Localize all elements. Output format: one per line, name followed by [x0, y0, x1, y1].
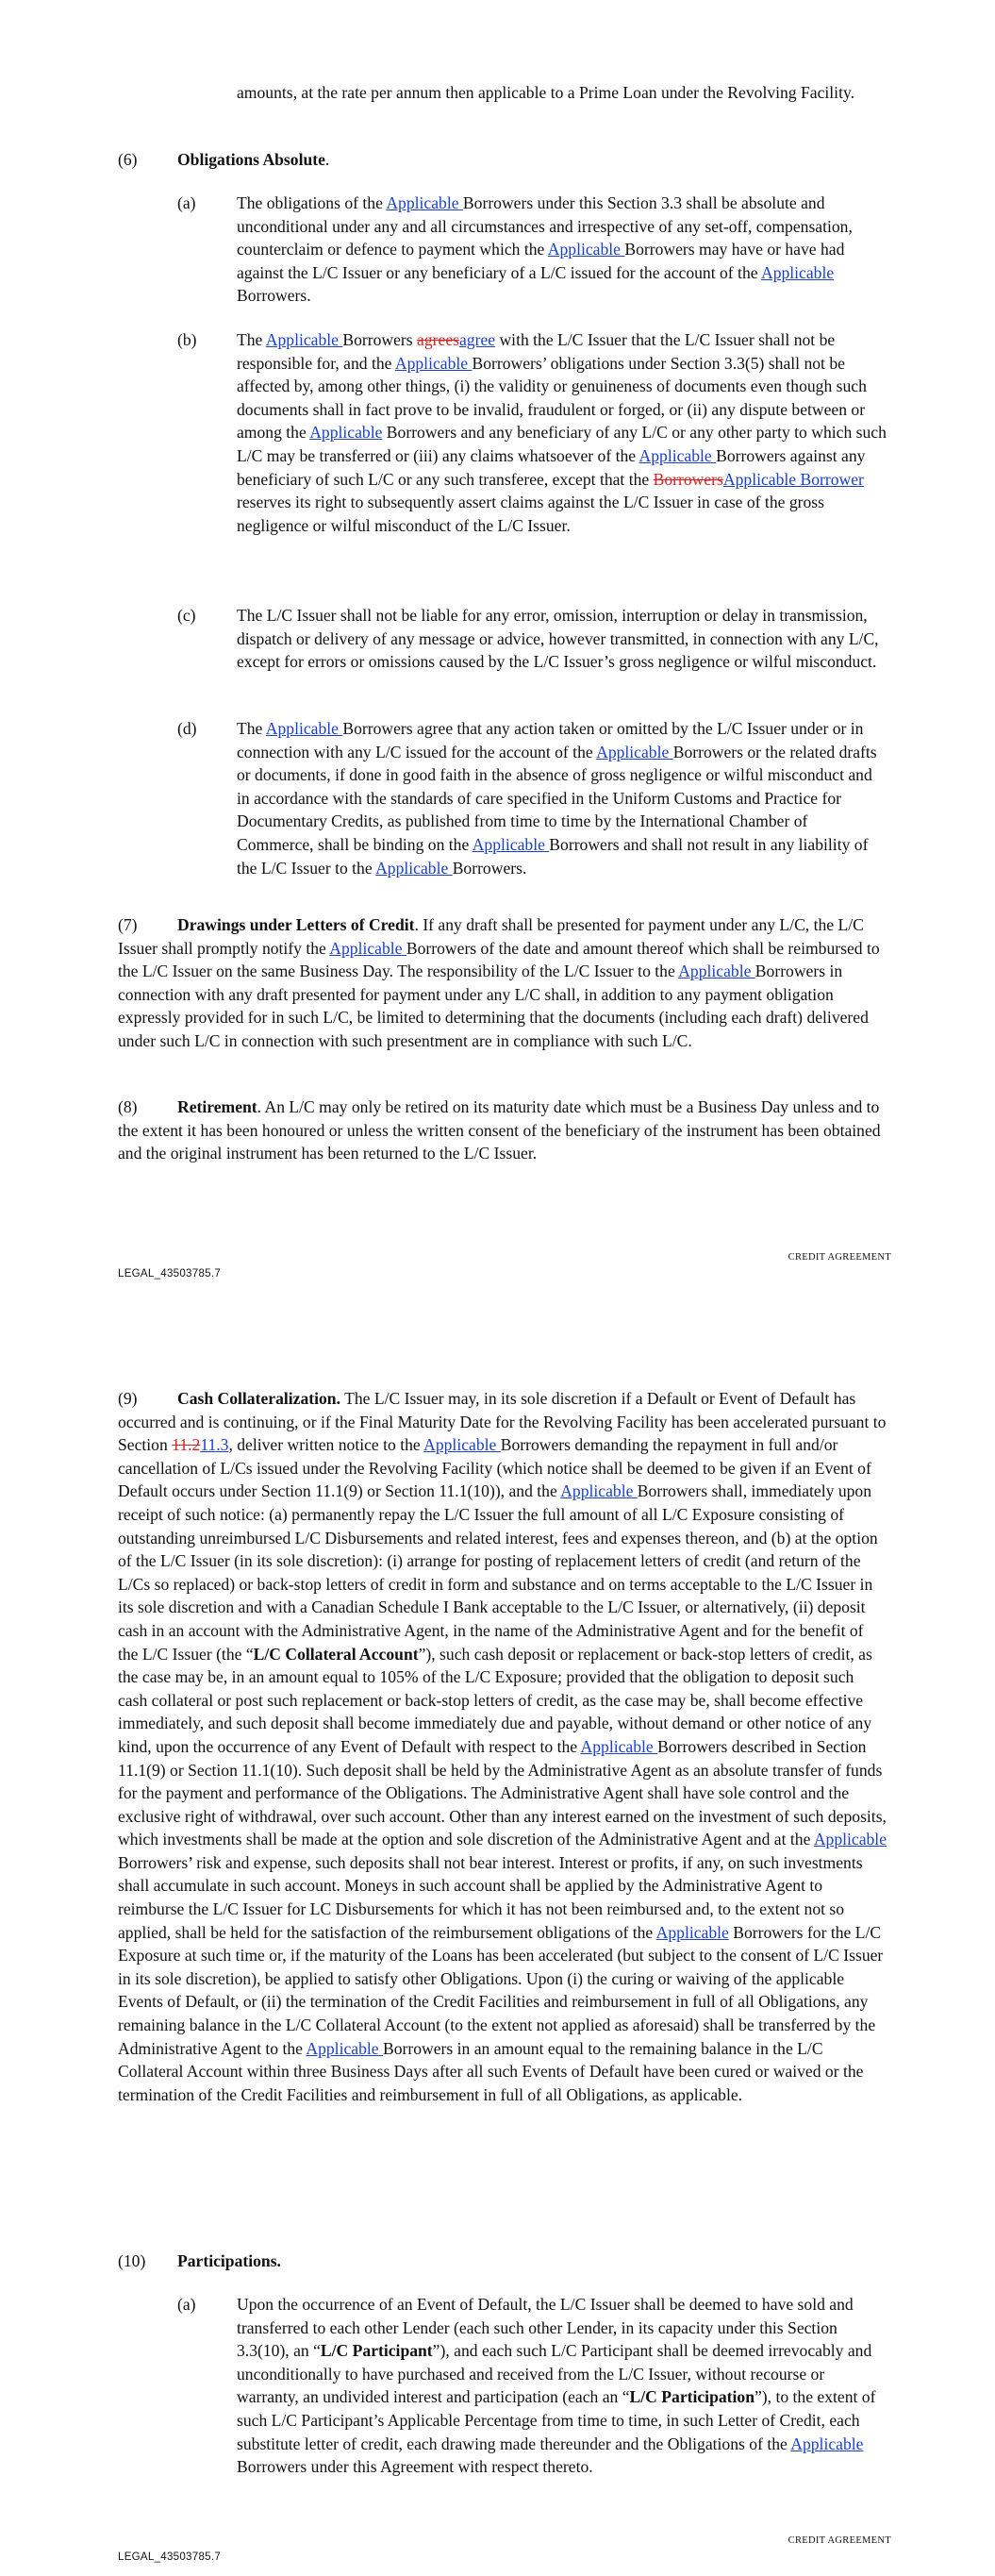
- footer-document-id: LEGAL_43503785.7: [118, 2551, 222, 2563]
- section-8-paragraph: (8) Retirement. An L/C may only be retired on its maturity date which must be a Business Day unless and to the extent it has been honoured or unless the written consent of the beneficiary of the instrument has been obtained and the original instrument has been returned to the L/C Issuer.: [118, 1097, 881, 1163]
- deletion-mark: agrees: [417, 330, 459, 349]
- insertion-mark: agree: [458, 330, 496, 349]
- insertion-mark: Applicable: [813, 1830, 887, 1849]
- section-6b-number: (b): [177, 330, 197, 349]
- insertion-mark: Applicable: [596, 742, 673, 761]
- deletion-mark: Borrowers: [653, 469, 723, 489]
- insertion-mark: Applicable: [655, 1922, 729, 1942]
- footer-document-id: LEGAL_43503785.7: [118, 1268, 222, 1280]
- section-10a-paragraph: Upon the occurrence of an Event of Default, the L/C Issuer shall be deemed to have sold and transferred to each other Lender (each such other Lender, in its capacity under this Section 3.3(10), an “L/C Participant”), and each such L/C Participant shall be deemed irrevocably and unconditionally to have purchased and received from the L/C Issuer, without recourse or warranty, an undivided interest and participation (each an “L/C Participation”), to the extent of such L/C Participant’s Applicable Percentage from time to time, in such Letter of Credit, each substitute letter of credit, each drawing made thereunder and the Obligations of the Applicable Borrowers under this Agreement with respect thereto.: [237, 2295, 876, 2477]
- section-10a-number: (a): [177, 2295, 196, 2314]
- section-6b-paragraph: The Applicable Borrowers agreesagree with the L/C Issuer that the L/C Issuer shall not be responsible for, and the Applicable Borrowers’ obligations under Section 3.3(5) shall not be affected by, among other things, (i) the validity or genuineness of documents even though such documents shall in fact prove to be invalid, fraudulent or forged, or (ii) any dispute between or among the Applicable Borrowers and any beneficiary of any L/C or any other party to which such L/C may be transferred or (iii) any claims whatsoever of the Applicable Borrowers against any beneficiary of such L/C or any such transferee, except that the BorrowersApplicable Borrower reserves its right to subsequently assert claims against the L/C Issuer in case of the gross negligence or wilful misconduct of the L/C Issuer.: [237, 330, 887, 535]
- section-9-paragraph: (9) Cash Collateralization. The L/C Issuer may, in its sole discretion if a Default or Event of Default has occurred and is continuing, or if the Final Maturity Date for the Revolving Facility has been accelerated pursuant to Section 11.211.3, deliver written notice to the Applicable Borrowers demanding the repayment in full and/or cancellation of L/Cs issued under the Revolving Facility (which notice shall be deemed to be given if an Event of Default occurs under Section 11.1(9) or Section 11.1(10)), and the Applicable Borrowers shall, immediately upon receipt of such notice: (a) permanently repay the L/C Issuer the full amount of all L/C Exposure consisting of outstanding unreimbursed L/C Disbursements and related interest, fees and expenses thereon, and (b) at the option of the L/C Issuer (in its sole discretion): (i) arrange for posting of replacement letters of credit (and return of the L/Cs so replaced) or back-stop letters of credit in form and substance and on terms acceptable to the L/C Issuer in its sole discretion and with a Canadian Schedule I Bank acceptable to the L/C Issuer, or alternatively, (ii) deposit cash in an account with the Administrative Agent, in the name of the Administrative Agent and for the benefit of the L/C Issuer (the “L/C Collateral Account”), such cash deposit or replacement or back-stop letters of credit, as the case may be, in an amount equal to 105% of the L/C Exposure; provided that the obligation to deposit such cash collateral or post such replacement or back-stop letters of credit, as the case may be, shall become effective immediately, and such deposit shall become immediately due and payable, without demand or other notice of any kind, upon the occurrence of any Event of Default with respect to the Applicable Borrowers described in Section 11.1(9) or Section 11.1(10). Such deposit shall be held by the Administrative Agent as an absolute transfer of funds for the payment and performance of the Obligations. The Administrative Agent shall have sole control and the exclusive right of withdrawal, over such account. Other than any interest earned on the investment of such deposits, which investments shall be made at the option and sole discretion of the Administrative Agent and at the Applicable Borrowers’ risk and expense, such deposits shall not bear interest. Interest or profits, if any, on such investments shall accumulate in such account. Moneys in such account shall be applied by the Administrative Agent to reimburse the L/C Issuer for LC Disbursements for which it has not been reimbursed and, to the extent not so applied, shall be held for the satisfaction of the reimbursement obligations of the Applicable Borrowers for the L/C Exposure at such time or, if the maturity of the Loans has been accelerated (but subject to the consent of L/C Issuer in its sole discretion), be applied to satisfy other Obligations. Upon (i) the curing or waiving of the applicable Events of Default, or (ii) the termination of the Credit Facilities and reimbursement in full of all Obligations, any remaining balance in the L/C Collateral Account (to the extent not applied as aforesaid) shall be transferred by the Administrative Agent to the Applicable Borrowers in an amount equal to the remaining balance in the L/C Collateral Account within three Business Days after all such Events of Default have been cured or waived or the termination of the Credit Facilities and reimbursement in full of all Obligations, as applicable.: [118, 1389, 887, 2104]
- insertion-mark: Applicable: [375, 858, 453, 878]
- section-6c-number: (c): [177, 606, 196, 625]
- section-7-number: (7): [118, 915, 138, 934]
- insertion-mark: Applicable: [790, 2434, 864, 2453]
- insertion-mark: Applicable: [306, 2038, 383, 2058]
- section-7-paragraph: (7) Drawings under Letters of Credit. If any draft shall be presented for payment under any L/C, the L/C Issuer shall promptly notify the Applicable Borrowers of the date and amount thereof which shall be reimbursed to the L/C Issuer on the same Business Day. The responsibility of the L/C Issuer to the Applicable Borrowers in connection with any draft presented for payment under any L/C shall, in addition to any payment obligation expressly provided for in such L/C, be limited to determining that the documents (including each draft) delivered under such L/C in connection with such presentment are in compliance with such L/C.: [118, 915, 880, 1050]
- insertion-mark: Applicable: [560, 1481, 638, 1501]
- insertion-mark: Applicable: [638, 445, 717, 465]
- insertion-mark: Applicable Borrower: [722, 469, 864, 489]
- insertion-mark: Applicable: [678, 962, 755, 981]
- section-6c-paragraph: The L/C Issuer shall not be liable for any error, omission, interruption or delay in transmission, dispatch or delivery of any message or advice, however transmitted, in connection with any L/C, except for errors or omissions caused by the L/C Issuer’s gross negligence or wilful misconduct.: [237, 606, 879, 672]
- section-6a-number: (a): [177, 193, 196, 212]
- footer-document-title: CREDIT AGREEMENT: [788, 1252, 891, 1263]
- section-9-number: (9): [118, 1389, 138, 1408]
- section-8-heading: Retirement: [177, 1097, 257, 1116]
- section-6-heading: Obligations Absolute.: [177, 150, 330, 169]
- deletion-mark: 11.2: [172, 1435, 201, 1455]
- section-6d-paragraph: The Applicable Borrowers agree that any action taken or omitted by the L/C Issuer under or in connection with any L/C issued for the account of the Applicable Borrowers or the related drafts or documents, if done in good faith in the absence of gross negligence or wilful misconduct and in accordance with the standards of care specified in the Uniform Customs and Practice for Documentary Credits, as published from time to time by the International Chamber of Commerce, shall be binding on the Applicable Borrowers and shall not result in any liability of the L/C Issuer to the Applicable Borrowers.: [237, 719, 877, 878]
- insertion-mark: Applicable: [265, 330, 343, 349]
- insertion-mark: Applicable: [760, 262, 835, 282]
- insertion-mark: Applicable: [265, 719, 343, 738]
- intro-paragraph: amounts, at the rate per annum then applicable to a Prime Loan under the Revolving Facility.: [237, 83, 855, 102]
- section-7-heading: Drawings under Letters of Credit: [177, 915, 415, 934]
- section-9-heading: Cash Collateralization.: [177, 1389, 340, 1408]
- insertion-mark: Applicable: [547, 240, 625, 259]
- insertion-mark: 11.3: [200, 1435, 229, 1455]
- section-6-number: (6): [118, 150, 138, 169]
- footer-document-title: CREDIT AGREEMENT: [788, 2535, 891, 2546]
- insertion-mark: Applicable: [580, 1736, 658, 1756]
- insertion-mark: Applicable: [472, 834, 550, 854]
- document-page-2: [0, 1312, 995, 2576]
- section-6d-number: (d): [177, 719, 197, 738]
- section-10-heading: Participations.: [177, 2251, 281, 2270]
- section-6a-paragraph: The obligations of the Applicable Borrowers under this Section 3.3 shall be absolute and unconditional under any and all circumstances and irrespective of any set-off, compensation, counterclaim or defence to payment which the Applicable Borrowers may have or have had against the L/C Issuer or any beneficiary of a L/C issued for the account of the Applicable Borrowers.: [237, 193, 853, 306]
- insertion-mark: Applicable: [386, 193, 463, 212]
- insertion-mark: Applicable: [423, 1435, 501, 1455]
- insertion-mark: Applicable: [329, 938, 406, 958]
- insertion-mark: Applicable: [394, 353, 473, 373]
- section-8-number: (8): [118, 1097, 138, 1116]
- insertion-mark: Applicable: [309, 423, 383, 443]
- section-10-number: (10): [118, 2251, 146, 2270]
